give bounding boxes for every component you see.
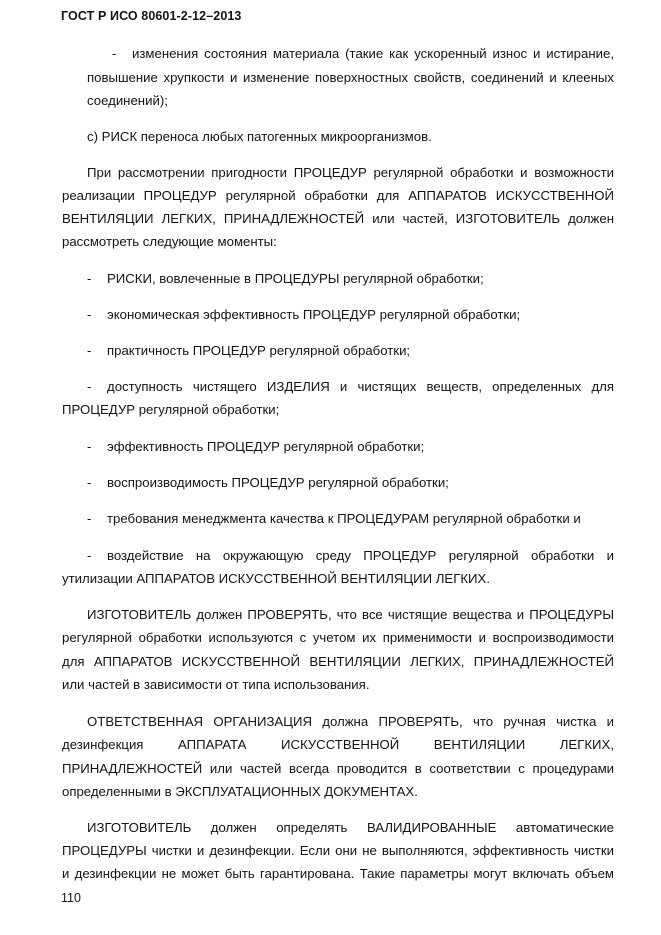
line-text: ИЗГОТОВИТЕЛЬ должен определять ВАЛИДИРОВАННЫЕ автоматические [87, 820, 614, 835]
line-text: практичность ПРОЦЕДУР регулярной обработки; [107, 343, 411, 358]
line-text: c) РИСК переноса любых патогенных микроорганизмов. [87, 129, 432, 144]
text-line [62, 733, 614, 756]
line-text: ПРИНАДЛЕЖНОСТЕЙ или частей всегда проводится в соответствии с процедурами [62, 761, 614, 776]
list-dash: - [87, 271, 92, 286]
list-dash: - [112, 46, 117, 61]
text-line [62, 816, 614, 839]
line-text: определенными в ЭКСПЛУАТАЦИОННЫХ ДОКУМЕНТАХ. [62, 784, 418, 799]
text-line [62, 544, 614, 567]
text-line [62, 757, 614, 780]
list-dash: - [87, 343, 92, 358]
line-text: ИЗГОТОВИТЕЛЬ должен ПРОВЕРЯТЬ, что все чистящие вещества и ПРОЦЕДУРЫ [87, 607, 614, 622]
line-text: реализации ПРОЦЕДУР регулярной обработки для АППАРАТОВ ИСКУССТВЕННОЙ [62, 188, 614, 203]
line-text: для АППАРАТОВ ИСКУССТВЕННОЙ ВЕНТИЛЯЦИИ ЛЕГКИХ, ПРИНАДЛЕЖНОСТЕЙ [62, 654, 614, 669]
text-line [62, 207, 614, 230]
text-line [62, 339, 614, 362]
line-text: повышение хрупкости и изменение поверхностных свойств, соединений и клееных [87, 70, 614, 85]
line-text: требования менеджмента качества к ПРОЦЕДУРАМ регулярной обработки и [107, 511, 581, 526]
line-text: регулярной обработки используются с учетом их применимости и воспроизводимости [62, 630, 614, 645]
text-line [62, 862, 614, 885]
list-dash: - [87, 439, 92, 454]
text-line [62, 839, 614, 862]
text-line [62, 230, 614, 253]
text-line [62, 567, 614, 590]
text-line [62, 66, 614, 89]
text-line [62, 673, 614, 696]
line-text: эффективность ПРОЦЕДУР регулярной обработки; [107, 439, 425, 454]
line-text: ВЕНТИЛЯЦИИ ЛЕГКИХ, ПРИНАДЛЕЖНОСТЕЙ или частей, ИЗГОТОВИТЕЛЬ должен [62, 211, 614, 226]
line-text: или частей в зависимости от типа использования. [62, 677, 370, 692]
list-dash: - [87, 475, 92, 490]
list-dash: - [87, 307, 92, 322]
line-text: рассмотреть следующие моменты: [62, 234, 277, 249]
line-text: и дезинфекции не может быть гарантирована. Такие параметры могут включать объем [62, 866, 614, 881]
list-dash: - [87, 511, 92, 526]
line-text: При рассмотрении пригодности ПРОЦЕДУР регулярной обработки и возможности [87, 165, 614, 180]
line-text: воспроизводимость ПРОЦЕДУР регулярной обработки; [107, 475, 449, 490]
line-text: дезинфекция АППАРАТА ИСКУССТВЕННОЙ ВЕНТИЛЯЦИИ ЛЕГКИХ, [62, 737, 614, 752]
line-text: воздействие на окружающую среду ПРОЦЕДУР регулярной обработки и [107, 548, 614, 563]
text-line [62, 626, 614, 649]
text-line [62, 710, 614, 733]
text-line [62, 471, 614, 494]
line-text: ОТВЕТСТВЕННАЯ ОРГАНИЗАЦИЯ должна ПРОВЕРЯТЬ, что ручная чистка и [87, 714, 614, 729]
text-line [62, 303, 614, 326]
text-line [62, 435, 614, 458]
text-line [62, 780, 614, 803]
text-line [62, 267, 614, 290]
line-text: доступность чистящего ИЗДЕЛИЯ и чистящих веществ, определенных для [107, 379, 614, 394]
line-text: соединений); [87, 93, 168, 108]
page-number: 110 [61, 891, 81, 905]
text-line [62, 507, 614, 530]
line-text: экономическая эффективность ПРОЦЕДУР регулярной обработки; [107, 307, 521, 322]
text-line [62, 125, 614, 148]
line-text: изменения состояния материала (такие как ускоренный износ и истирание, [132, 46, 614, 61]
text-line [62, 42, 614, 65]
text-line [62, 603, 614, 626]
text-line [62, 398, 614, 421]
line-text: ПРОЦЕДУРЫ чистки и дезинфекции. Если они не выполняются, эффективность чистки [62, 843, 614, 858]
list-dash: - [87, 548, 92, 563]
text-line [62, 89, 614, 112]
document-header: ГОСТ Р ИСО 80601-2-12–2013 [61, 9, 242, 23]
text-line [62, 161, 614, 184]
text-line [62, 184, 614, 207]
line-text: ПРОЦЕДУР регулярной обработки; [62, 402, 280, 417]
text-line [62, 375, 614, 398]
text-line [62, 650, 614, 673]
list-dash: - [87, 379, 92, 394]
line-text: утилизации АППАРАТОВ ИСКУССТВЕННОЙ ВЕНТИЛЯЦИИ ЛЕГКИХ. [62, 571, 490, 586]
line-text: РИСКИ, вовлеченные в ПРОЦЕДУРЫ регулярной обработки; [107, 271, 484, 286]
